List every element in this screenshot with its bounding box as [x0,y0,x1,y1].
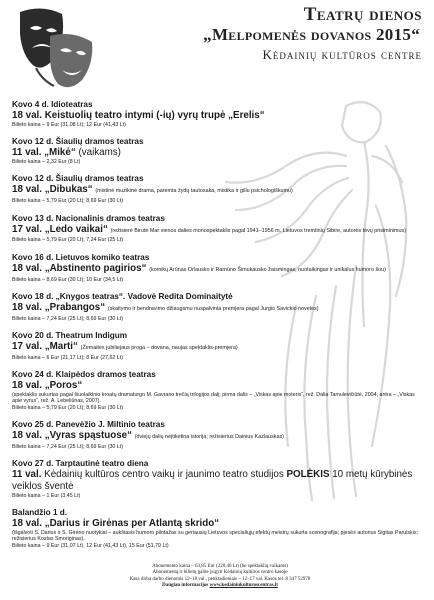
event-date: Kovo 18 d. „Knygos teatras“. Vadovė Redita Dominaitytė [12,291,233,301]
event-date: Kovo 12 d. Šiaulių dramos teatras [12,174,144,184]
event-time: 17 val. [12,341,42,353]
event-date: Kovo 16 d. Lietuvos komiko teatras [12,252,150,262]
event-price: Bilieto kaina – 9 Eur (31,08 Lt); 12 Eur (41,43 Lt) [12,121,126,128]
event-note: (Žemaitės jubiliejaus proga – dovana, naujas spektaklis-premjera) [80,345,238,352]
event-studio-name: POLĖKIS [286,469,330,481]
event-item [12,331,424,362]
event-item [12,214,424,245]
event-time: 18 val. [12,518,42,530]
poster-footer [90,564,350,590]
event-title: Keistuolių teatro intymi (-ių) vyrų trupė „Erelis“ [44,110,265,121]
event-date: Kovo 27 d. Tarptautinė teatro diena [12,459,149,469]
event-show [12,224,424,238]
footer-box-office-hours: Kasa dirba darbo dienomis 12–18 val., penktadieniais – 12–17 val. Kasos tel. 8 347 52978 [129,576,311,582]
event-date: Kovo 13 d. Nacionalinis dramos teatras [12,213,165,223]
event-price: Bilieto kaina – 5,79 Eur (20 Lt); 8,69 Eur (30 Lt) [12,404,124,411]
event-date: Kovo 25 d. Panevėžio J. Miltinio teatras [12,420,165,430]
event-item [12,137,424,166]
website-link[interactable]: www.kedainiukulturoscentras.lt [209,583,278,589]
event-show [12,110,424,122]
event-description: Kėdainių kultūros centro vaikų ir jaunimo teatro studijos [44,469,287,481]
event-time: 17 val. [12,223,42,235]
event-item [12,508,424,549]
event-show [12,341,424,355]
event-title: „Dibukas“ [44,184,93,196]
event-title: „Ledo vaikai“ [44,223,108,235]
event-note: (spektaklis sukurtas pagal šiuolaikinio kroatų dramaturgo M. Gavrano trečią trilogijos dalį; pirma dalis – „Viskas apie moteris“, rež. Dalia Tamulevičiūtė, 2004; antra – „Viskas apie vyrus“, rež. A. Lebeliūnas, 2007). [12,392,415,405]
event-note: (dviejų dalių neįtikėtina istorija; režisierius Dainius Kazlauskas) [134,434,284,441]
event-price: Bilieto kaina – 5,79 Eur (20 Lt); 7,24 Eur (25 Lt) [12,237,124,244]
event-title: „Darius ir Girėnas per Atlantą skrido“ [44,518,220,530]
event-item [12,100,424,129]
event-title: „Mikė“ [44,147,76,159]
event-price: Bilieto kaina – 8,69 Eur (30 Lt); 10 Eur (34,5 Lt) [12,276,124,283]
event-note: (išgalvoti S. Darius ir S. Girėno nuotykiai – aukštasis humoro pilotažas su geriausių Lietuvos specialiųjų efektų meistrų sukurta scenografija; pjesės autorius Sigitas Parulskis; režisierius Kostas Smoriginas). [12,530,418,543]
event-time: 18 val. [12,262,42,274]
event-time: 18 val. [12,380,42,392]
event-show [12,147,424,159]
event-note: (skaitymo ir bendravimo džiaugsmu nuspalvinta premjera pagal Jurgio Savickio noveles) [107,305,319,312]
event-title: „Poros“ [44,380,83,392]
event-time: 11 val. [12,147,42,159]
event-time: 18 val. [12,110,42,121]
event-title: „Marti“ [44,341,78,353]
footer-more-info-label: Daugiau informacijos [162,583,209,589]
events-list [12,100,424,558]
header-title: Teatrų dienos [303,4,422,25]
event-title: „Abstinento pagirios“ [44,262,147,274]
event-date: Balandžio 1 d. [12,508,68,518]
header-festival-name: „Melpomenės dovanos 2015“ [203,25,420,44]
event-time: 11 val. [12,469,42,481]
header-venue: Kėdainių kultūros centre [262,47,422,62]
event-item [12,253,424,284]
event-show [12,518,424,530]
event-show [12,380,424,392]
event-item [12,292,424,323]
event-show [12,469,424,493]
event-price: Bilieto kaina – 9 Eur (31,07 Lt), 12 Eur (41,43 Lt), 15 Eur (51,79 Lt) [12,542,169,549]
event-price: Bilieto kaina – 5,79 Eur (20 Lt); 8,69 Eur (30 Lt) [12,198,124,205]
event-date: Kovo 20 d. Theatrum Indigum [12,331,128,341]
event-price: Bilieto kaina – 6 Eur (21,17 Lt); 8 Eur (27,62 Lt) [12,354,124,361]
event-show [12,430,424,444]
event-price: Bilieto kaina – 7,24 Eur (25 Lt); 8,69 Eur (30 Lt) [12,443,124,450]
event-date: Kovo 12 d. Šiaulių dramos teatras [12,137,144,147]
event-time: 18 val. [12,301,42,313]
event-title: „Prabangos“ [44,301,106,313]
event-date: Kovo 4 d. Idioteatras [12,100,93,109]
event-title: „Vyras spąstuose“ [44,430,133,442]
event-item [12,420,424,451]
footer-ticket-info: Abonementą ir bilietų galite įsigyti Kėdainių kultūros centro kasoje [152,570,288,576]
event-item [12,459,424,500]
poster-header [102,4,422,64]
event-note: (vaikams) [78,147,121,159]
event-show [12,263,424,277]
footer-more-info [90,583,350,589]
theatre-masks-logo [16,6,98,92]
event-note: (mistinė muzikinė drama, paremta žydų tautosaka, mistika ir giliu psichologiškumu) [95,188,293,195]
event-note: (režisierė Birutė Mar vienos dalies monospektaklis pagal 1941–1956 m. Lietuvos tremtinių Sibire, autorės tėvų prisiminimus) [110,227,407,234]
event-show [12,302,424,316]
event-time: 18 val. [12,184,42,196]
event-show [12,184,424,198]
footer-subscription-price: Abonemento kaina – 63,85 Eur (220,46 Lt) (be spektaklių vaikams) [152,564,288,569]
event-date: Kovo 24 d. Klaipėdos dramos teatras [12,370,156,380]
event-price: Bilieto kaina – 7,24 Eur (25 Lt); 8,69 Eur (30 Lt) [12,315,124,322]
event-item [12,174,424,205]
event-time: 18 val. [12,430,42,442]
event-note: (komikų Arūnas Orlausko ir Ramūno Šimukausko žaismingas, nuotaikingas ir unikalus humoro šou) [149,266,386,273]
event-description-end: 10 metų kūrybinės veiklos šventė [12,469,413,493]
event-price: Bilieto kaina – 1 Eur (3,45 Lt) [12,492,81,499]
event-price: Bilieto kaina – 2,32 Eur (8 Lt) [12,158,81,165]
event-item [12,370,424,411]
